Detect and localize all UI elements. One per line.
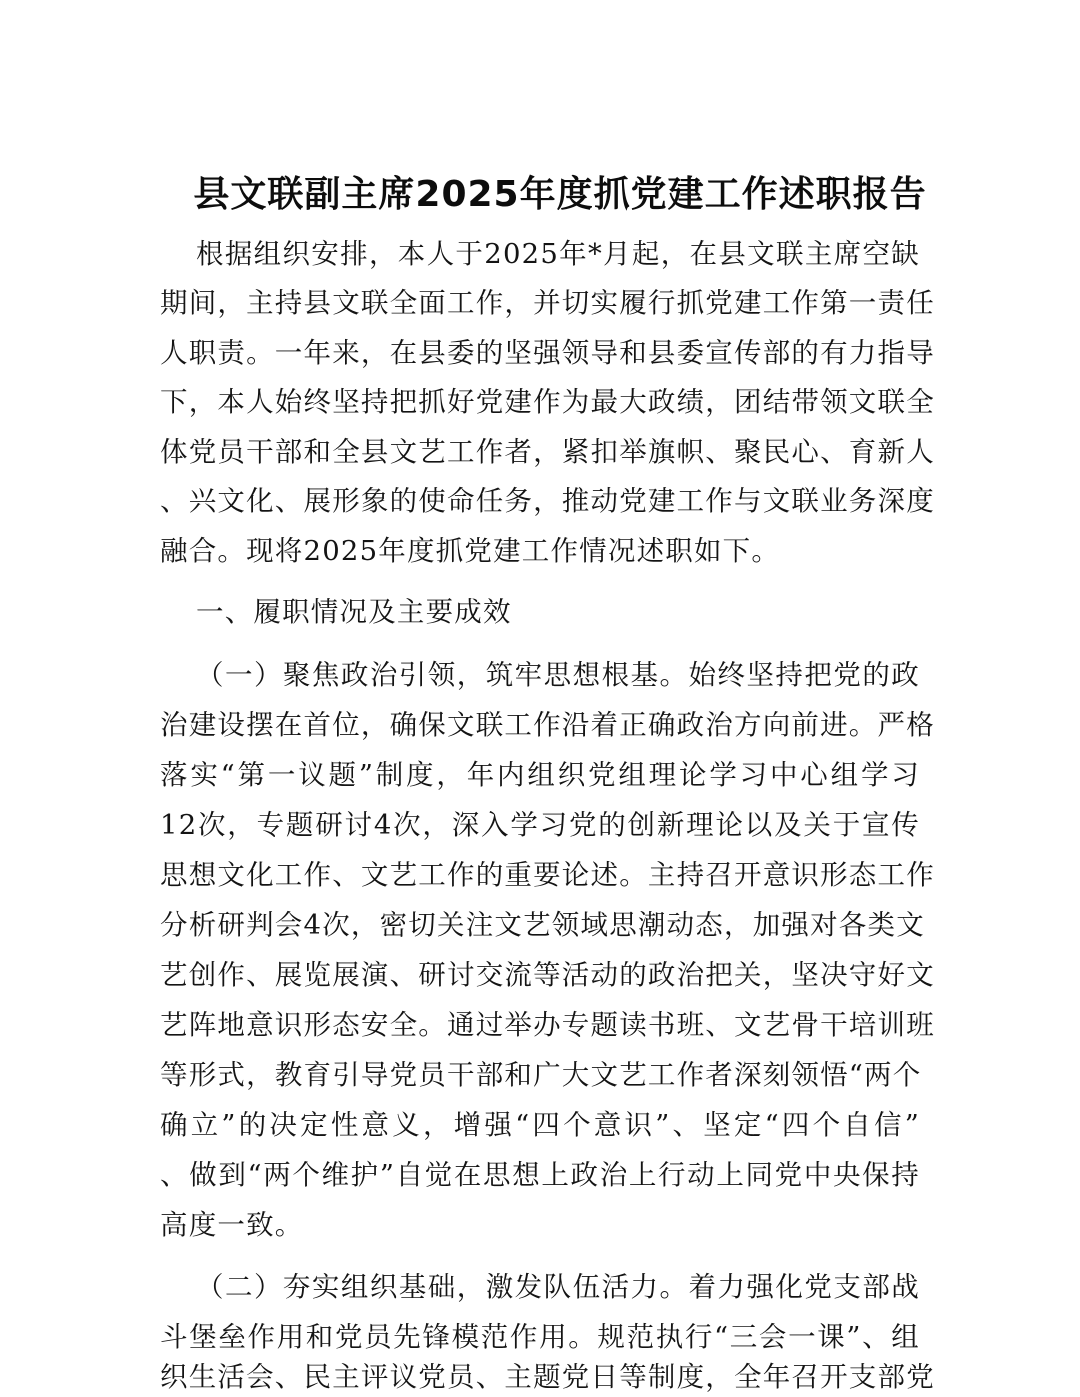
paragraph-line: 下，本人始终坚持把抓好党建作为最大政绩，团结带领文联全: [160, 386, 935, 418]
paragraph-line: 、做到“两个维护”自觉在思想上政治上行动上同党中央保持: [160, 1159, 920, 1191]
paragraph-line: 、兴文化、展形象的使命任务，推动党建工作与文联业务深度: [160, 485, 935, 517]
document-title: 县文联副主席2025年度抓党建工作述职报告: [193, 174, 927, 215]
paragraph-line: 人职责。一年来，在县委的坚强领导和县委宣传部的有力指导: [160, 337, 935, 369]
paragraph-line: 等形式，教育引导党员干部和广大文艺工作者深刻领悟“两个: [160, 1059, 922, 1091]
paragraph-line: 思想文化工作、文艺工作的重要论述。主持召开意识形态工作: [160, 859, 935, 891]
paragraph-line: 根据组织安排，本人于2025年*月起，在县文联主席空缺: [196, 238, 920, 270]
paragraph-line: 治建设摆在首位，确保文联工作沿着正确政治方向前进。严格: [160, 709, 935, 741]
paragraph-line: 织生活会、民主评议党员、主题党日等制度，全年召开支部党: [160, 1361, 935, 1393]
paragraph-line: （一）聚焦政治引领，筑牢思想根基。始终坚持把党的政: [196, 659, 920, 691]
paragraph-line: 12次，专题研讨4次，深入学习党的创新理论以及关于宣传: [160, 809, 920, 841]
paragraph-line: 高度一致。: [160, 1209, 304, 1241]
paragraph-line: 落实“第一议题”制度，年内组织党组理论学习中心组学习: [160, 759, 920, 791]
section-heading: 一、履职情况及主要成效: [196, 596, 512, 628]
paragraph-line: 融合。现将2025年度抓党建工作情况述职如下。: [160, 535, 781, 567]
paragraph-line: 期间，主持县文联全面工作，并切实履行抓党建工作第一责任: [160, 287, 935, 319]
paragraph-line: （二）夯实组织基础，激发队伍活力。着力强化党支部战: [196, 1271, 920, 1303]
paragraph-line: 分析研判会4次，密切关注文艺领域思潮动态，加强对各类文: [160, 909, 925, 941]
paragraph-line: 艺创作、展览展演、研讨交流等活动的政治把关，坚决守好文: [160, 959, 935, 991]
paragraph-line: 确立”的决定性意义，增强“四个意识”、坚定“四个自信”: [160, 1109, 920, 1141]
paragraph-line: 艺阵地意识形态安全。通过举办专题读书班、文艺骨干培训班: [160, 1009, 935, 1041]
paragraph-line: 斗堡垒作用和党员先锋模范作用。规范执行“三会一课”、组: [160, 1321, 920, 1353]
paragraph-line: 体党员干部和全县文艺工作者，紧扣举旗帜、聚民心、育新人: [160, 436, 935, 468]
